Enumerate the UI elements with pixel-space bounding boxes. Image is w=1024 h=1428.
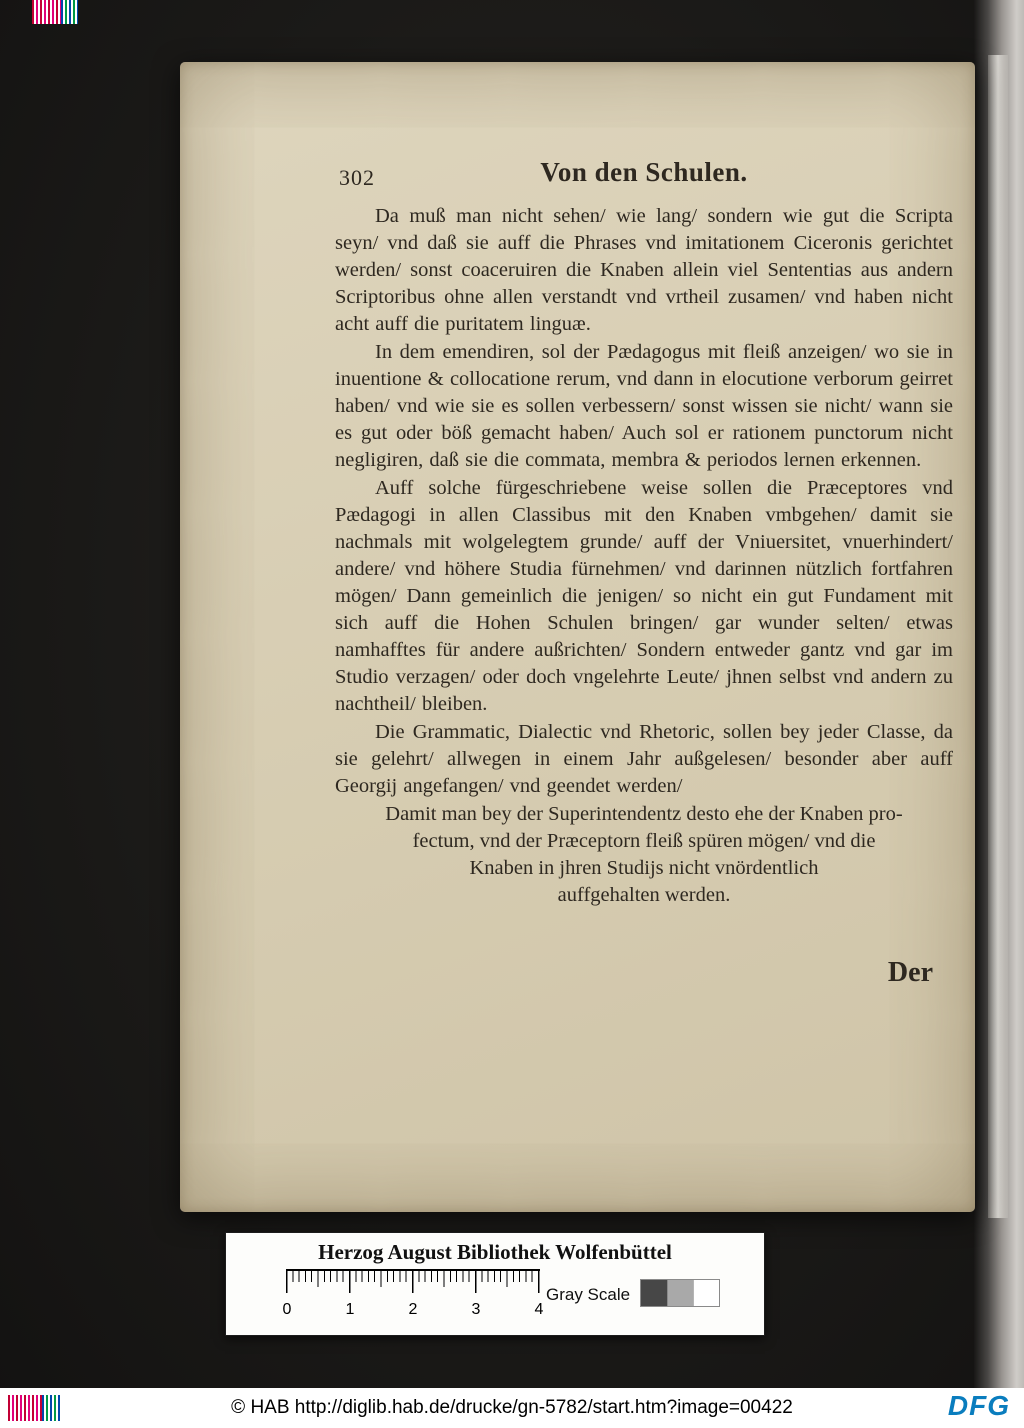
page-edge-highlight [988,55,1008,1218]
closing-line: Damit man bey der Superintendentz desto ehe der Knaben pro- [385,803,903,825]
ruler-numbers [282,1301,544,1321]
copyright-url: © HAB http://diglib.hab.de/drucke/gn-5782/start.htm?image=00422 [231,1397,793,1418]
closing-lines [335,801,953,909]
ruler-number: 4 [534,1301,544,1318]
measurement-ruler [282,1269,544,1325]
running-header: Von den Schulen. [540,157,748,187]
paragraph: In dem emendiren, sol der Pædagogus mit fleiß anzeigen/ wo sie in inuentione & collocatione rerum, vnd dann in elocutione verborum geirret haben/ vnd wie sie es sollen verbessern/ sonst wissen sie nicht/ wann sie es gut oder böß gemacht haben/ Auch sol er rationem punctorum nicht negligiren, daß sie die commata, membra & periodos lernen erkennen. [335,341,953,471]
footer-bar [0,1388,1024,1428]
gray-scale-patches [640,1279,720,1307]
ruler-ticks [286,1269,540,1293]
ruler-number: 0 [282,1301,292,1318]
color-registration-mark-top [32,0,78,24]
ruler-number: 1 [345,1301,355,1318]
page-number: 302 [339,165,375,190]
color-calibration-strip [8,1395,62,1421]
library-title: Herzog August Bibliothek Wolfenbüttel [318,1240,672,1264]
catchword: Der [887,957,933,988]
book-page [180,62,975,1212]
closing-line: auffgehalten werden. [557,884,731,906]
gray-patch-dark [641,1280,667,1306]
paragraph: Die Grammatic, Dialectic vnd Rhetoric, sollen bey jeder Classe, da sie gelehrt/ allwegen in einem Jahr außgelesen/ besonder aber auff Georgij angefangen/ vnd geendet werden/ [335,721,953,797]
closing-line: Knaben in jhren Studijs nicht vnördentlich [469,857,819,879]
calibration-cool-segment [42,1395,62,1421]
ruler-number: 3 [471,1301,481,1318]
registration-cool-segment [61,0,78,24]
scale-card [225,1232,765,1336]
gray-patch-white [693,1280,719,1306]
gray-patch-mid [667,1280,693,1306]
paragraph: Da muß man nicht sehen/ wie lang/ sondern wie gut die Scripta seyn/ vnd daß sie auff die Phrases vnd imitationem Ciceronis gerichtet werden/ sonst coaceruiren die Knaben allein viel Sententias aus andern Scriptoribus ohne allen verstandt vnd vrtheil zusamen/ vnd haben nicht acht auff die puritatem linguæ. [335,205,953,335]
closing-line: fectum, vnd der Præceptorn fleiß spüren mögen/ vnd die [412,830,876,852]
ruler-number: 2 [408,1301,418,1318]
registration-warm-segment [32,0,61,24]
dfg-logo: DFG [947,1390,1010,1421]
book-edge-shadow [974,0,1024,1388]
gray-scale-label: Gray Scale [546,1285,631,1304]
page-header [335,157,953,203]
paragraph: Auff solche fürgeschriebene weise sollen die Præceptores vnd Pædagogi in allen Classibus mit den Knaben vmbgehen/ damit sie nachmals mit wolgelegtem grunde/ auff der Vniuersitet, vnuerhindert/ andere/ vnd höhere Studia fürnehmen/ vnd darinnen nützlich fortfahren mögen/ Dann gemeinlich die jenigen/ so nicht ein gut Fundament mit sich auff die Hohen Schulen bringen/ gar wunder selten/ etwas namhafftes für andere außrichten/ Sondern entweder gantz vnd gar im Studio verzagen/ oder doch vngelehrte Leute/ jhnen selbst vnd andern zu nachtheil/ bleiben. [335,477,953,715]
calibration-warm-segment [8,1395,42,1421]
